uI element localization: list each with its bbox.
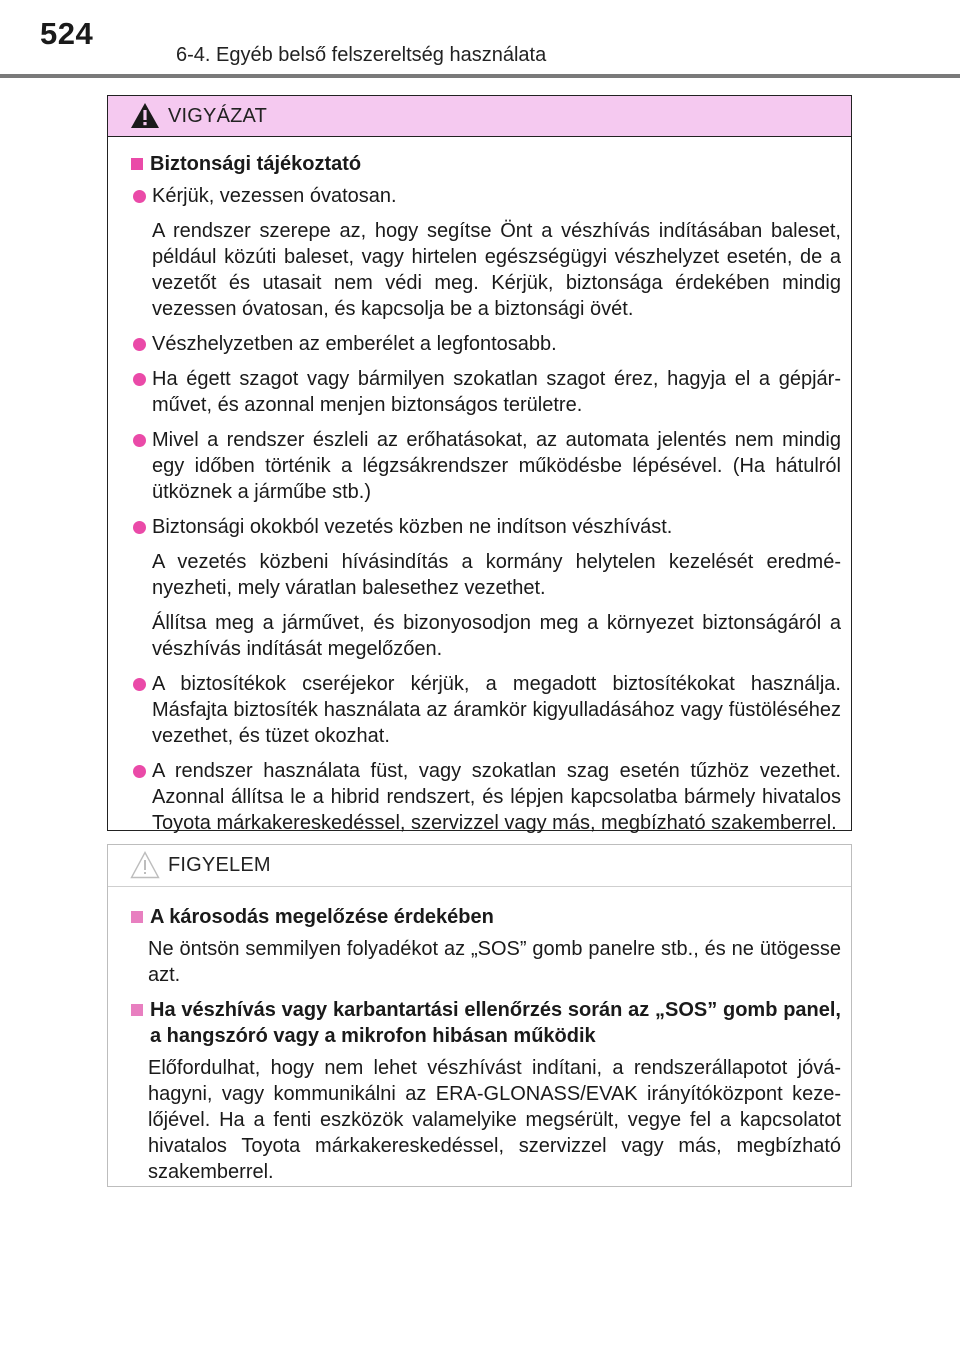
warning-body xyxy=(108,137,851,836)
bullet-dot-icon xyxy=(133,765,146,778)
warning-triangle-icon xyxy=(130,102,160,129)
section-title: 6-4. Egyéb belső felszereltség használata xyxy=(176,44,547,66)
warning-title: VIGYÁZAT xyxy=(168,105,268,127)
warning-item-text: Kérjük, vezessen óvatosan. xyxy=(152,185,397,207)
bullet-dot-icon xyxy=(133,190,146,203)
warning-paragraph: A rendszer szerepe az, hogy segítse Önt a vészhívás indításában baleset, például közúti baleset, vagy hirtelen egészségügyi vészhelyzet esetén, de a vezetőt és utasait nem védi meg. Kérjük, biztonsága érdekében mindig vezessen óvatosan, és kapcsolja be a biztonsági övét. xyxy=(152,220,841,320)
bullet-dot-icon xyxy=(133,373,146,386)
warning-heading-text: Biztonsági tájékoztató xyxy=(150,153,362,175)
warning-paragraph: A vezetés közbeni hívásindítás a kormány helytelen kezelését eredményezheti, mely váratlan balesethez vezethet. xyxy=(152,551,841,599)
warning-item xyxy=(131,427,841,505)
warning-box xyxy=(107,95,852,834)
warning-item-text: Mivel a rendszer észleli az erőhatásokat, az automata jelentés nem mindig egy időben történik a légzsákrendszer működésbe lépésével. (Ha hátulról ütköznek a járműbe stb.) xyxy=(152,429,841,503)
bullet-dot-icon xyxy=(133,434,146,447)
warning-item-text: Vészhelyzetben az emberélet a legfontosabb. xyxy=(152,333,557,355)
notice-header xyxy=(108,845,851,887)
warning-item xyxy=(131,758,841,836)
warning-heading xyxy=(131,151,841,177)
warning-item xyxy=(131,331,841,357)
page-header xyxy=(0,0,960,78)
square-bullet-icon xyxy=(131,1004,143,1016)
warning-item xyxy=(131,183,841,209)
notice-heading-text: Ha vészhívás vagy karbantartási ellenőrzés során az „SOS” gomb panel, a hangszóró vagy a mikrofon hibásan működik xyxy=(150,999,841,1047)
warning-item-text: Biztonsági okokból vezetés közben ne indítson vészhívást. xyxy=(152,516,673,538)
notice-heading-text: A károsodás megelőzése érdekében xyxy=(150,906,494,928)
square-bullet-icon xyxy=(131,911,143,923)
bullet-dot-icon xyxy=(133,338,146,351)
header-divider xyxy=(0,74,960,78)
caution-triangle-icon xyxy=(130,851,160,879)
page-number: 524 xyxy=(40,16,94,51)
notice-title: FIGYELEM xyxy=(168,854,271,876)
bullet-dot-icon xyxy=(133,521,146,534)
notice-box xyxy=(107,844,852,1187)
notice-heading xyxy=(131,904,841,930)
notice-paragraph: Ne öntsön semmilyen folyadékot az „SOS” gomb panelre stb., és ne ütögesse azt. xyxy=(148,938,841,986)
square-bullet-icon xyxy=(131,158,143,170)
warning-item xyxy=(131,366,841,418)
warning-item-text: A biztosítékok cseréjekor kérjük, a megadott biztosítékokat használja. Másfajta biztosíték használata az áramkör kigyulladásához vagy füstöléséhez vezethet, és tüzet okozhat. xyxy=(152,673,841,747)
warning-item xyxy=(131,671,841,749)
warning-item-text: Ha égett szagot vagy bármilyen szokatlan szagot érez, hagyja el a gépjárművet, és azonnal menjen biztonságos területre. xyxy=(152,368,841,416)
warning-header xyxy=(108,96,851,137)
bullet-dot-icon xyxy=(133,678,146,691)
notice-heading xyxy=(131,997,841,1049)
warning-item xyxy=(131,514,841,540)
notice-paragraph: Előfordulhat, hogy nem lehet vészhívást indítani, a rendszerállapotot jóváhagyni, vagy kommunikálni az ERA-GLONASS/EVAK irányítóközpont kezelőjével. Ha a fenti eszközök valamelyike megsérült, vegye fel a kapcsolatot hivatalos Toyota márkakereskedéssel, szervizzel vagy más, megbízható szakemberrel. xyxy=(148,1057,841,1183)
notice-body xyxy=(108,887,851,1185)
warning-item-text: A rendszer használata füst, vagy szokatlan szag esetén tűzhöz vezethet. Azonnal állítsa le a hibrid rendszert, és lépjen kapcsolatba bármely hivatalos Toyota márkakereskedéssel, szervizzel vagy más, megbízható szakemberrel. xyxy=(152,760,841,834)
warning-paragraph: Állítsa meg a járművet, és bizonyosodjon meg a környezet biztonságáról a vészhívás indítását megelőzően. xyxy=(152,612,841,660)
